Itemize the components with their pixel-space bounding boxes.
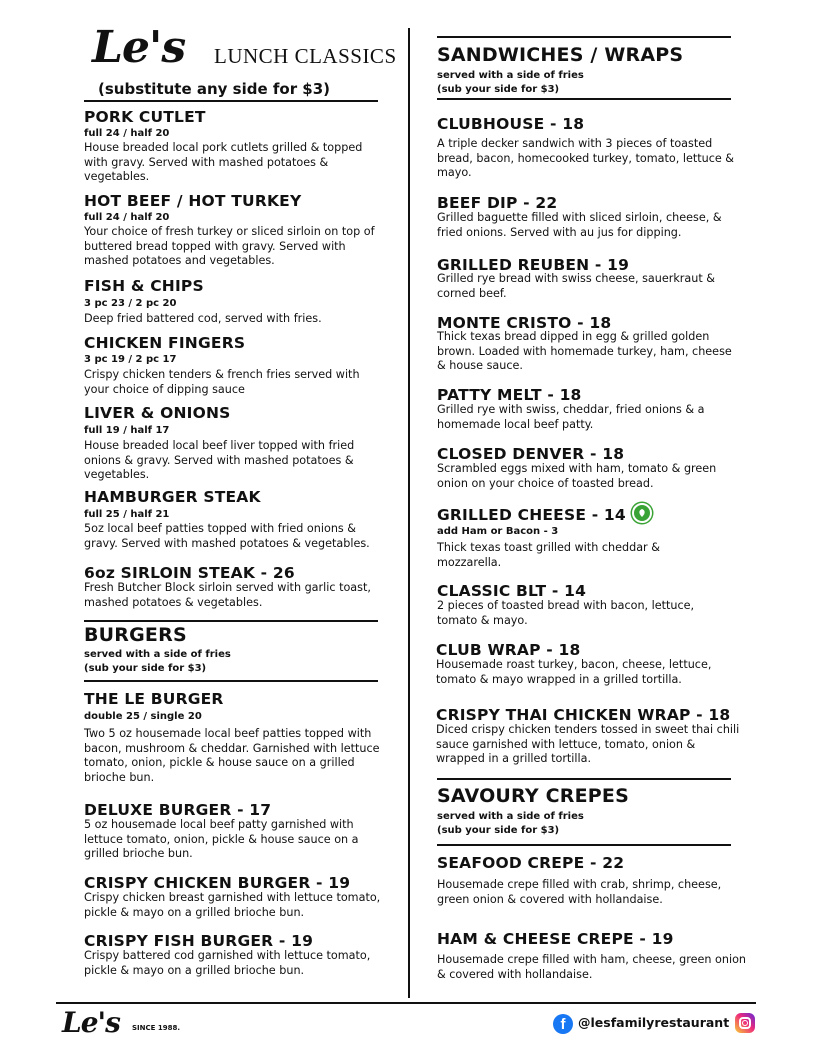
section-note: (sub your side for $3) <box>84 663 207 674</box>
vegetarian-icon <box>632 503 652 523</box>
item-description: Scrambled eggs mixed with ham, tomato & green onion on your choice of toasted bread. <box>437 462 717 490</box>
item-description: Grilled baguette filled with sliced sirloin, cheese, & fried onions. Served with au jus for dipping. <box>437 211 722 239</box>
item-name: LIVER & ONIONS <box>84 404 231 422</box>
item-name: THE LE BURGER <box>84 690 224 708</box>
item-name: HAM & CHEESE CREPE - 19 <box>437 930 674 948</box>
item-description: Grilled rye with swiss, cheddar, fried onions & a homemade local beef patty. <box>437 403 705 431</box>
item-name: CRISPY FISH BURGER - 19 <box>84 932 314 950</box>
section-title: BURGERS <box>84 624 187 646</box>
section-divider <box>84 680 378 682</box>
item-name: CLOSED DENVER - 18 <box>437 445 625 463</box>
item-description: Housemade roast turkey, bacon, cheese, lettuce, tomato & mayo wrapped in a grilled tortilla. <box>436 658 712 686</box>
header-divider <box>84 100 378 102</box>
page-title: LUNCH CLASSICS <box>214 44 397 68</box>
footer-logo: Le's <box>62 1006 120 1039</box>
section-divider <box>437 36 731 38</box>
item-name: CLUB WRAP - 18 <box>436 641 581 659</box>
item-name: MONTE CRISTO - 18 <box>437 314 612 332</box>
item-name: CRISPY THAI CHICKEN WRAP - 18 <box>436 706 731 724</box>
item-description: House breaded local beef liver topped with fried onions & gravy. Served with mashed potatoes & vegetables. <box>84 439 355 482</box>
item-description: A triple decker sandwich with 3 pieces of toasted bread, bacon, homecooked turkey, tomato, lettuce & mayo. <box>437 137 735 180</box>
section-divider <box>437 844 731 846</box>
social-handle[interactable]: @lesfamilyrestaurant <box>578 1015 730 1030</box>
section-divider <box>437 98 731 100</box>
item-price: full 25 / half 21 <box>84 509 170 520</box>
section-divider <box>84 620 378 622</box>
item-name: BEEF DIP - 22 <box>437 194 558 212</box>
facebook-icon[interactable]: f <box>553 1014 573 1034</box>
grilled-cheese-heading <box>437 503 652 524</box>
item-price: full 24 / half 20 <box>84 128 170 139</box>
section-divider <box>437 778 731 780</box>
item-price: full 19 / half 17 <box>84 425 170 436</box>
column-divider <box>408 28 410 998</box>
item-description: Two 5 oz housemade local beef patties topped with bacon, mushroom & cheddar. Garnished with lettuce tomato, onion, pickle & house sauce on a grilled brioche bun. <box>84 727 380 784</box>
section-note: served with a side of fries <box>437 70 584 81</box>
section-note: served with a side of fries <box>84 649 231 660</box>
item-name: HOT BEEF / HOT TURKEY <box>84 192 302 210</box>
item-price: 3 pc 23 / 2 pc 20 <box>84 298 177 309</box>
item-name: GRILLED CHEESE - 14 <box>437 506 626 524</box>
item-description: 2 pieces of toasted bread with bacon, lettuce, tomato & mayo. <box>437 599 695 627</box>
item-name: PATTY MELT - 18 <box>437 386 582 404</box>
instagram-icon[interactable] <box>735 1013 755 1033</box>
item-description: Deep fried battered cod, served with fries. <box>84 312 322 325</box>
section-note: (sub your side for $3) <box>437 84 560 95</box>
item-price: 3 pc 19 / 2 pc 17 <box>84 354 177 365</box>
item-description: Thick texas bread dipped in egg & grilled golden brown. Loaded with homemade turkey, ham, cheese & house sauce. <box>437 330 732 373</box>
item-description: Housemade crepe filled with crab, shrimp, cheese, green onion & covered with hollandaise. <box>437 878 722 906</box>
item-name: GRILLED REUBEN - 19 <box>437 256 630 274</box>
item-name: SEAFOOD CREPE - 22 <box>437 854 625 872</box>
restaurant-logo: Le's <box>92 22 186 73</box>
item-name: FISH & CHIPS <box>84 277 204 295</box>
item-description: Housemade crepe filled with ham, cheese, green onion & covered with hollandaise. <box>437 953 747 981</box>
item-name: CLASSIC BLT - 14 <box>437 582 587 600</box>
item-price: full 24 / half 20 <box>84 212 170 223</box>
item-name: CHICKEN FINGERS <box>84 334 246 352</box>
since-label: SINCE 1988. <box>132 1024 181 1032</box>
item-addon: add Ham or Bacon - 3 <box>437 526 559 537</box>
substitute-note: (substitute any side for $3) <box>98 80 331 98</box>
item-description: 5oz local beef patties topped with fried onions & gravy. Served with mashed potatoes & vegetables. <box>84 522 370 550</box>
item-description: House breaded local pork cutlets grilled & topped with gravy. Served with mashed potatoes & vegetables. <box>84 141 363 184</box>
section-title: SANDWICHES / WRAPS <box>437 44 684 66</box>
item-name: CLUBHOUSE - 18 <box>437 115 585 133</box>
item-name: HAMBURGER STEAK <box>84 488 261 506</box>
item-description: Your choice of fresh turkey or sliced sirloin on top of buttered bread topped with gravy. Served with mashed potatoes and vegetables. <box>84 225 375 268</box>
section-title: SAVOURY CREPES <box>437 785 629 807</box>
item-name: CRISPY CHICKEN BURGER - 19 <box>84 874 351 892</box>
item-name: 6oz SIRLOIN STEAK - 26 <box>84 564 295 582</box>
item-name: DELUXE BURGER - 17 <box>84 801 272 819</box>
item-description: Fresh Butcher Block sirloin served with garlic toast, mashed potatoes & vegetables. <box>84 581 371 609</box>
item-description: Crispy battered cod garnished with lettuce tomato, pickle & mayo on a grilled brioche bun. <box>84 949 371 977</box>
footer-divider <box>56 1002 756 1004</box>
section-note: (sub your side for $3) <box>437 825 560 836</box>
item-description: Thick texas toast grilled with cheddar & mozzarella. <box>437 541 660 569</box>
item-description: Crispy chicken tenders & french fries served with your choice of dipping sauce <box>84 368 360 396</box>
item-description: Grilled rye bread with swiss cheese, sauerkraut & corned beef. <box>437 272 716 300</box>
item-description: 5 oz housemade local beef patty garnished with lettuce tomato, onion, pickle & house sauce on a grilled brioche bun. <box>84 818 359 861</box>
section-note: served with a side of fries <box>437 811 584 822</box>
item-name: PORK CUTLET <box>84 108 206 126</box>
item-price: double 25 / single 20 <box>84 711 202 722</box>
item-description: Crispy chicken breast garnished with lettuce tomato, pickle & mayo on a grilled brioche bun. <box>84 891 381 919</box>
item-description: Diced crispy chicken tenders tossed in sweet thai chili sauce garnished with lettuce, tomato, onion & wrapped in a grilled tortilla. <box>436 723 740 766</box>
